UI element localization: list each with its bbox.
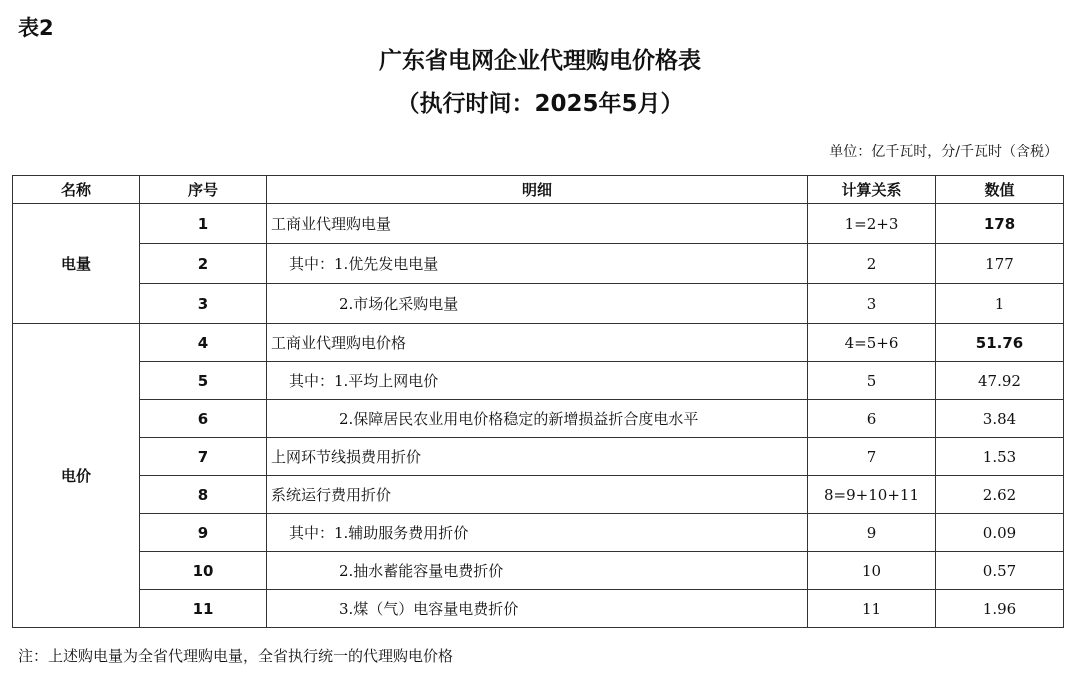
row-number: 1 [140, 204, 267, 244]
row-number: 8 [140, 476, 267, 514]
row-value: 47.92 [936, 362, 1064, 400]
row-calc: 6 [808, 400, 936, 438]
row-detail: 其中：1.平均上网电价 [267, 362, 808, 400]
row-calc: 9 [808, 514, 936, 552]
row-detail: 上网环节线损费用折价 [267, 438, 808, 476]
row-number: 3 [140, 284, 267, 324]
row-detail: 2.保障居民农业用电价格稳定的新增损益折合度电水平 [267, 400, 808, 438]
row-number: 5 [140, 362, 267, 400]
table-row [13, 438, 1064, 476]
row-detail: 2.抽水蓄能容量电费折价 [267, 552, 808, 590]
footnote: 注：上述购电量为全省代理购电量，全省执行统一的代理购电价格 [18, 647, 454, 665]
row-value: 3.84 [936, 400, 1064, 438]
table-row [13, 476, 1064, 514]
row-calc: 8=9+10+11 [808, 476, 936, 514]
price-table [12, 175, 1064, 628]
row-number: 2 [140, 244, 267, 284]
table-row [13, 400, 1064, 438]
row-detail: 2.市场化采购电量 [267, 284, 808, 324]
row-calc: 7 [808, 438, 936, 476]
column-header: 名称 [13, 176, 140, 204]
column-header: 计算关系 [808, 176, 936, 204]
row-detail: 工商业代理购电价格 [267, 324, 808, 362]
row-calc: 4=5+6 [808, 324, 936, 362]
row-number: 10 [140, 552, 267, 590]
column-header: 明细 [267, 176, 808, 204]
row-detail: 其中：1.辅助服务费用折价 [267, 514, 808, 552]
row-calc: 11 [808, 590, 936, 628]
group-name-cell: 电价 [13, 324, 140, 628]
table-number-label: 表2 [18, 16, 54, 40]
row-detail: 工商业代理购电量 [267, 204, 808, 244]
row-calc: 2 [808, 244, 936, 284]
row-value: 0.57 [936, 552, 1064, 590]
row-calc: 3 [808, 284, 936, 324]
page-title: 广东省电网企业代理购电价格表 [379, 48, 701, 74]
row-value: 0.09 [936, 514, 1064, 552]
row-detail: 3.煤（气）电容量电费折价 [267, 590, 808, 628]
table-row [13, 362, 1064, 400]
table-row [13, 204, 1064, 244]
row-value: 1 [936, 284, 1064, 324]
row-detail: 其中：1.优先发电电量 [267, 244, 808, 284]
row-calc: 1=2+3 [808, 204, 936, 244]
row-number: 11 [140, 590, 267, 628]
table-row [13, 514, 1064, 552]
table-row [13, 590, 1064, 628]
row-value: 178 [936, 204, 1064, 244]
unit-note: 单位：亿千瓦时，分/千瓦时（含税） [829, 144, 1058, 160]
column-header: 数值 [936, 176, 1064, 204]
row-calc: 5 [808, 362, 936, 400]
table-row [13, 244, 1064, 284]
row-number: 4 [140, 324, 267, 362]
row-value: 2.62 [936, 476, 1064, 514]
column-header: 序号 [140, 176, 267, 204]
row-calc: 10 [808, 552, 936, 590]
row-value: 1.53 [936, 438, 1064, 476]
group-name-cell: 电量 [13, 204, 140, 324]
page-subtitle: （执行时间：2025年5月） [396, 91, 684, 117]
row-number: 6 [140, 400, 267, 438]
row-value: 1.96 [936, 590, 1064, 628]
row-number: 9 [140, 514, 267, 552]
table-row [13, 284, 1064, 324]
row-detail: 系统运行费用折价 [267, 476, 808, 514]
row-value: 177 [936, 244, 1064, 284]
table-row [13, 552, 1064, 590]
row-value: 51.76 [936, 324, 1064, 362]
table-row [13, 324, 1064, 362]
table-header-row [13, 176, 1064, 204]
row-number: 7 [140, 438, 267, 476]
